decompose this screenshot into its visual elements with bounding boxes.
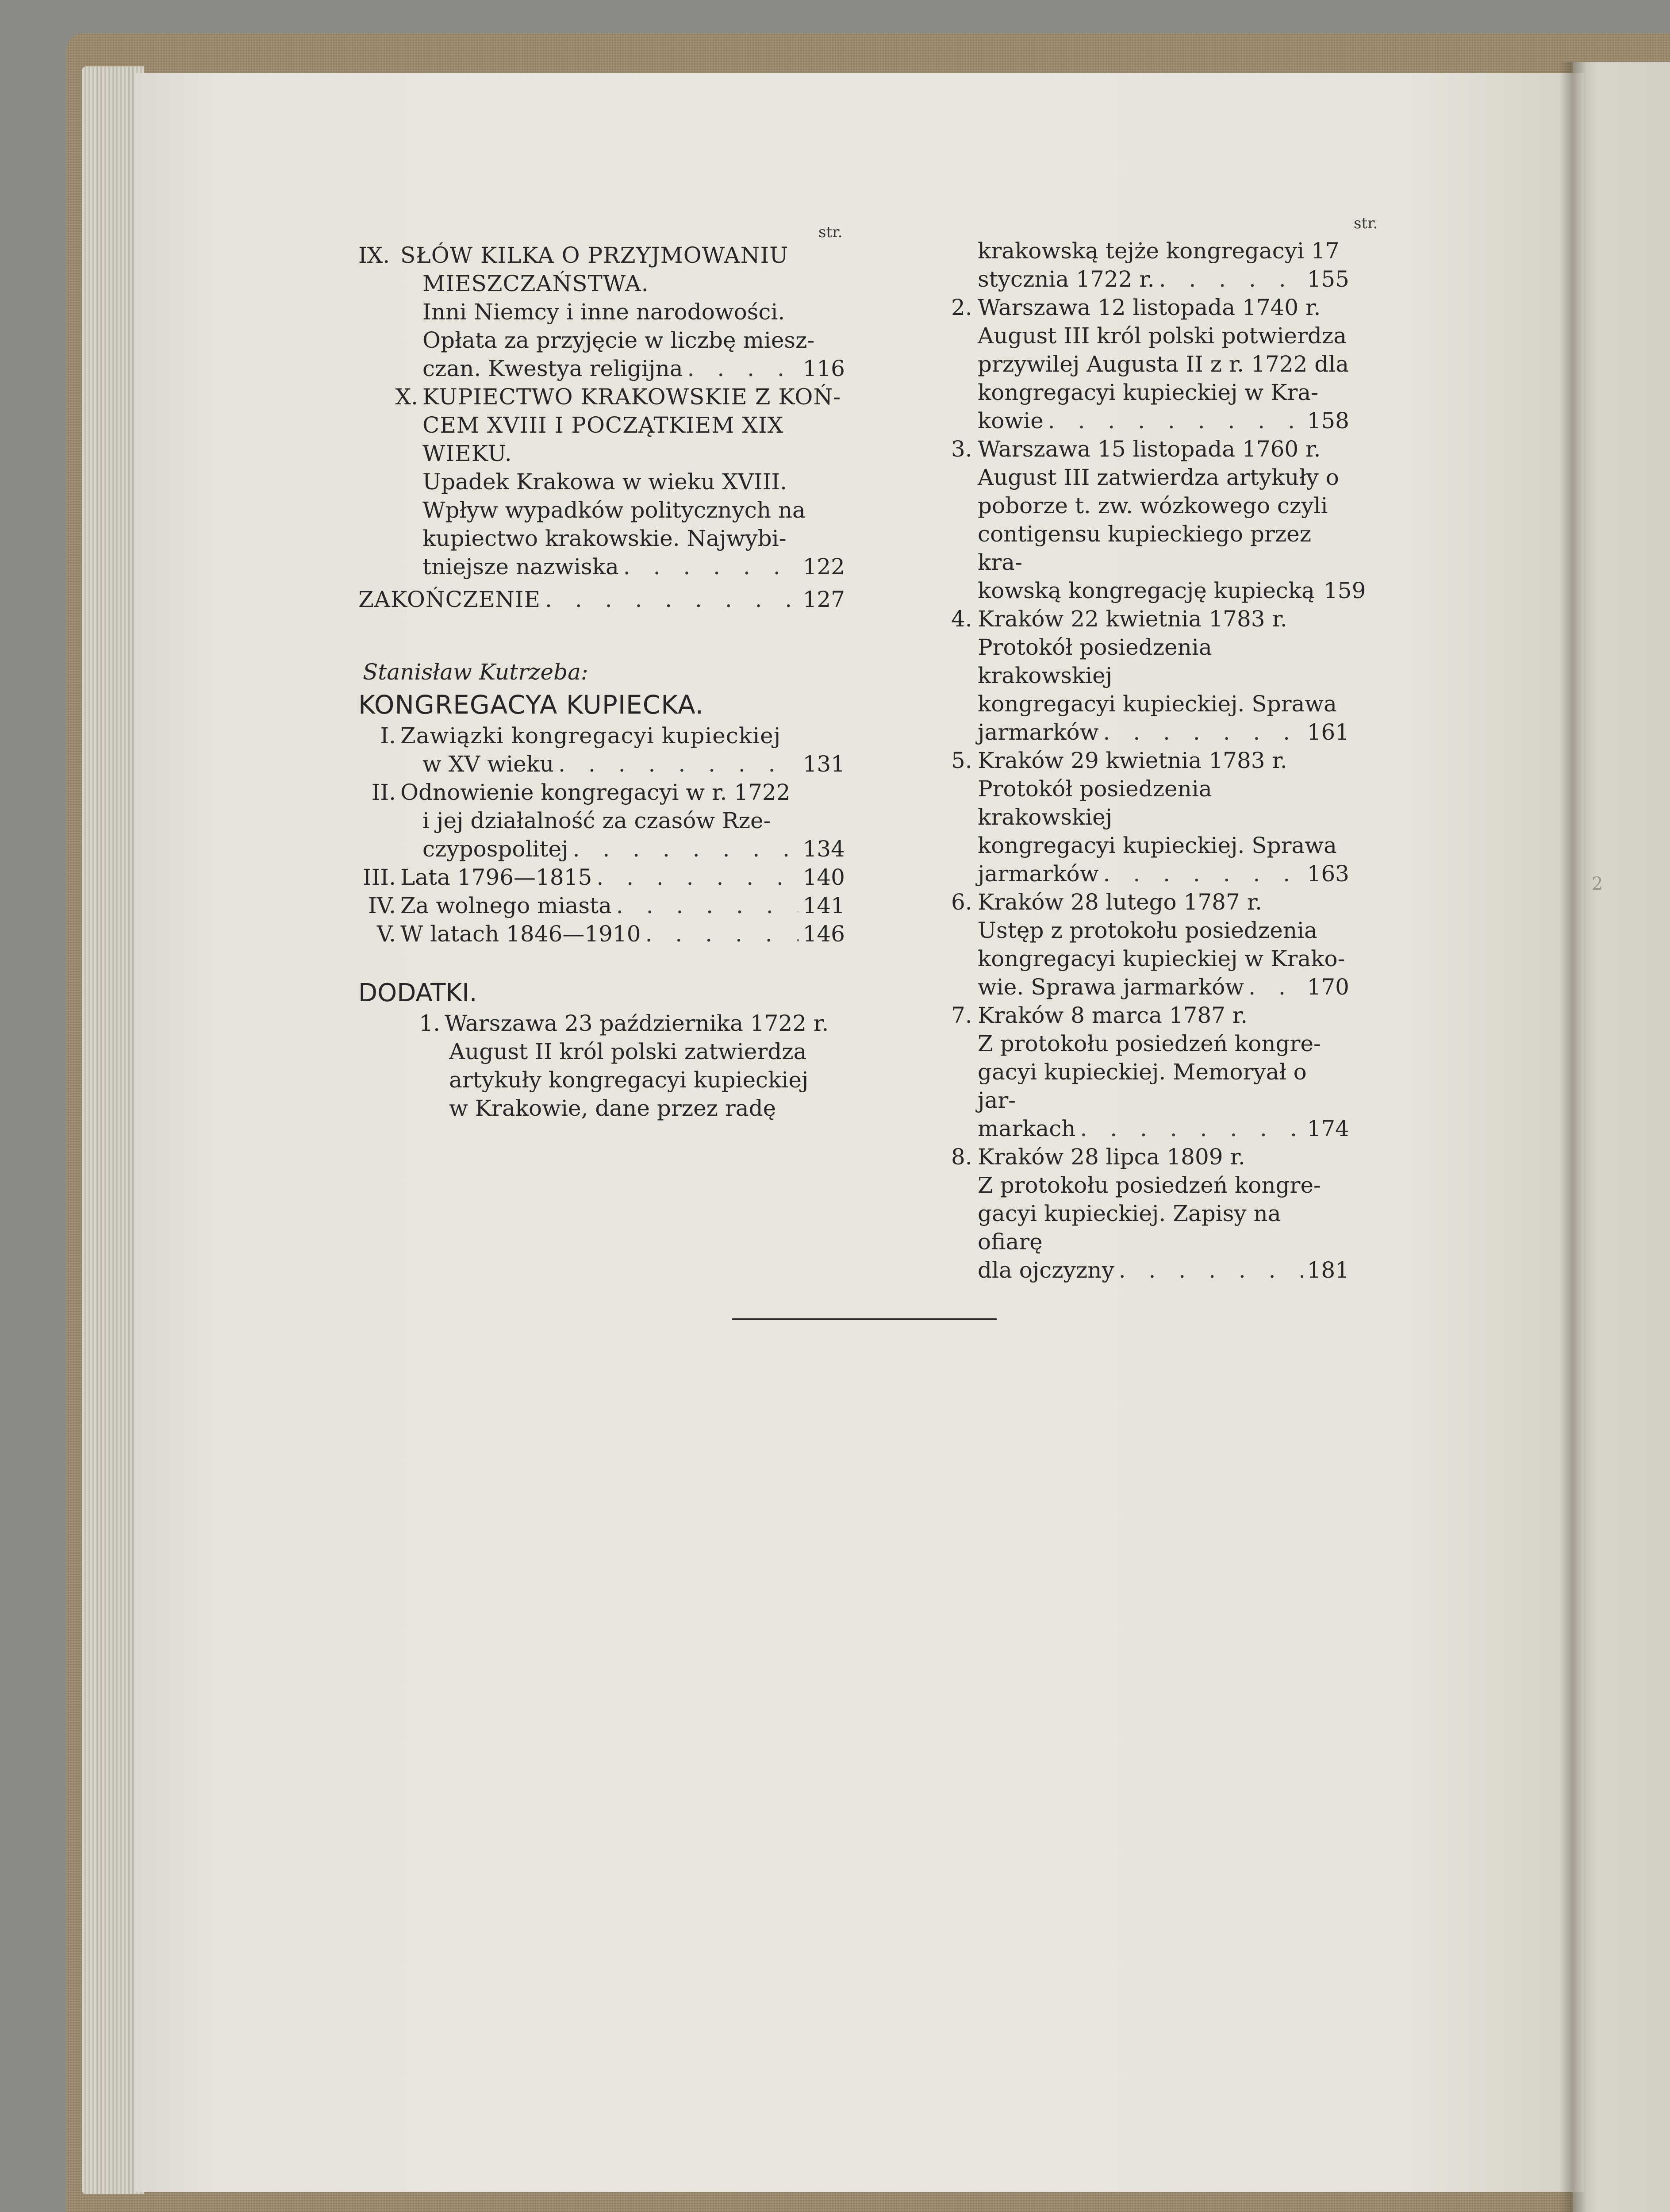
page-number: 146 bbox=[802, 921, 845, 947]
entry-title: Kraków 28 lutego 1787 r. bbox=[978, 889, 1262, 915]
entry-title: ZAKOŃCZENIE bbox=[358, 587, 541, 612]
entry-description: kowie bbox=[978, 408, 1044, 434]
entry-description: kupiectwo krakowskie. Najwybi- bbox=[422, 526, 787, 551]
appendix-3 bbox=[951, 435, 1366, 605]
page-edges bbox=[82, 66, 144, 2194]
entry-description: tniejsze nazwiska bbox=[422, 554, 619, 580]
entry-title: Warszawa 23 października 1722 r. bbox=[445, 1010, 829, 1036]
entry-description: jarmarków bbox=[978, 861, 1099, 887]
dot-leader bbox=[623, 553, 799, 581]
appendix-4 bbox=[951, 605, 1349, 746]
entry-number: 6. bbox=[951, 889, 972, 915]
dot-leader bbox=[1103, 860, 1303, 888]
page-number: 158 bbox=[1307, 408, 1349, 434]
entry-number: II. bbox=[371, 780, 396, 805]
entry-description: kongregacyi kupieckiej. Sprawa bbox=[978, 833, 1337, 858]
page-column-label: str. bbox=[818, 223, 843, 241]
toc-right-column bbox=[951, 237, 1366, 1284]
page-number: 155 bbox=[1307, 266, 1349, 292]
toc-entry-zakonczenie bbox=[358, 585, 845, 614]
entry-description: czan. Kwestya religijna bbox=[422, 356, 683, 381]
entry-description: Ustęp z protokołu posiedzenia bbox=[978, 918, 1317, 943]
appendix-2 bbox=[951, 293, 1349, 435]
entry-number: 2. bbox=[951, 295, 972, 320]
pencil-mark: 2 bbox=[1592, 874, 1603, 894]
chapter-2 bbox=[358, 778, 845, 863]
entry-number: IX. bbox=[358, 242, 390, 268]
entry-description: Upadek Krakowa w wieku XVIII. bbox=[422, 469, 787, 495]
entry-title: Odnowienie kongregacyi w r. 1722 bbox=[400, 780, 791, 805]
entry-description: Protokół posiedzenia krakowskiej bbox=[978, 776, 1212, 830]
entry-title: Warszawa 15 listopada 1760 r. bbox=[978, 436, 1321, 462]
entry-number: 8. bbox=[951, 1144, 972, 1170]
entry-title: W latach 1846—1910 bbox=[400, 921, 641, 947]
entry-title: MIESZCZAŃSTWA. bbox=[422, 271, 649, 296]
entry-number: 1. bbox=[419, 1010, 440, 1036]
entry-title: Warszawa 12 listopada 1740 r. bbox=[978, 295, 1321, 320]
dot-leader bbox=[1119, 1256, 1303, 1284]
entry-description: markach bbox=[978, 1116, 1076, 1141]
entry-description: August II król polski zatwierdza bbox=[449, 1039, 807, 1064]
entry-title: WIEKU. bbox=[422, 441, 512, 466]
page-number: 127 bbox=[802, 587, 845, 612]
page-number: 116 bbox=[802, 356, 845, 381]
entry-description: kongregacyi kupieckiej w Krako- bbox=[978, 946, 1345, 972]
facing-page bbox=[1573, 62, 1670, 2212]
entry-description: dla ojczyzny bbox=[978, 1257, 1114, 1283]
dot-leader bbox=[687, 354, 799, 383]
entry-number: IV. bbox=[368, 893, 396, 918]
entry-description: Inni Niemcy i inne narodowości. bbox=[422, 299, 785, 325]
chapter-5 bbox=[358, 920, 845, 948]
entry-number: V. bbox=[376, 921, 396, 947]
chapter-3 bbox=[358, 863, 845, 891]
entry-description: kongregacyi kupieckiej w Kra- bbox=[978, 380, 1319, 405]
entry-description: Protokół posiedzenia krakowskiej bbox=[978, 634, 1212, 688]
page-column-label: str. bbox=[1354, 215, 1378, 232]
entry-title: SŁÓW KILKA O PRZYJMOWANIU bbox=[400, 242, 789, 268]
entry-title: Kraków 29 kwietnia 1783 r. bbox=[978, 748, 1287, 773]
entry-number: 5. bbox=[951, 748, 972, 773]
end-rule bbox=[732, 1318, 997, 1320]
entry-number: III. bbox=[362, 864, 396, 890]
dot-leader bbox=[1080, 1114, 1302, 1143]
entry-description: jarmarków bbox=[978, 719, 1099, 745]
dot-leader bbox=[545, 585, 798, 614]
page-number: 134 bbox=[802, 836, 845, 862]
dot-leader bbox=[1159, 265, 1303, 293]
gutter-shadow bbox=[1559, 62, 1586, 2212]
entry-number: I. bbox=[380, 723, 396, 749]
dot-leader bbox=[1048, 407, 1303, 435]
entry-title: KUPIECTWO KRAKOWSKIE Z KOŃ- bbox=[422, 384, 841, 410]
entry-title: Kraków 28 lipca 1809 r. bbox=[978, 1144, 1245, 1170]
entry-description: artykuły kongregacyi kupieckiej bbox=[449, 1067, 809, 1093]
page-number: 140 bbox=[802, 864, 845, 890]
dot-leader bbox=[573, 835, 799, 863]
page-number: 131 bbox=[802, 751, 845, 777]
entry-description: gacyi kupieckiej. Zapisy na ofiarę bbox=[978, 1201, 1281, 1255]
appendix-5 bbox=[951, 746, 1349, 888]
toc-entry-x bbox=[358, 383, 845, 581]
entry-number: X. bbox=[395, 384, 418, 410]
dot-leader bbox=[1103, 718, 1303, 746]
entry-description: wie. Sprawa jarmarków bbox=[978, 974, 1244, 1000]
page-number: 163 bbox=[1307, 861, 1349, 887]
book-page bbox=[135, 73, 1584, 2192]
entry-description: contigensu kupieckiego przez kra- bbox=[978, 521, 1312, 575]
entry-description: kowską kongregację kupiecką bbox=[978, 578, 1315, 603]
page-number: 122 bbox=[802, 554, 845, 580]
dot-leader bbox=[1248, 973, 1302, 1001]
page-number: 170 bbox=[1307, 974, 1349, 1000]
page-number: 161 bbox=[1307, 719, 1349, 745]
appendix-heading: DODATKI. bbox=[358, 979, 477, 1007]
appendix-6 bbox=[951, 888, 1349, 1001]
entry-title: i jej działalność za czasów Rze- bbox=[422, 808, 771, 833]
entry-title: CEM XVIII I POCZĄTKIEM XIX bbox=[422, 412, 784, 438]
dot-leader bbox=[558, 750, 798, 778]
dot-leader bbox=[616, 891, 799, 920]
entry-description: stycznia 1722 r. bbox=[978, 266, 1155, 292]
chapter-1 bbox=[358, 722, 845, 778]
entry-description: Opłata za przyjęcie w liczbę miesz- bbox=[422, 327, 815, 353]
entry-description: w Krakowie, dane przez radę bbox=[449, 1095, 776, 1121]
entry-description: poborze t. zw. wózkowego czyli bbox=[978, 493, 1328, 518]
entry-description: Wpływ wypadków politycznych na bbox=[422, 497, 806, 523]
appendix-1 bbox=[358, 1009, 845, 1122]
entry-description: przywilej Augusta II z r. 1722 dla bbox=[978, 351, 1349, 377]
author-name: Stanisław Kutrzeba: bbox=[363, 659, 588, 685]
entry-title: Lata 1796—1815 bbox=[400, 864, 592, 890]
appendix-7 bbox=[951, 1001, 1349, 1143]
entry-description: Z protokołu posiedzeń kongre- bbox=[978, 1031, 1321, 1056]
page-number: 181 bbox=[1307, 1257, 1349, 1283]
entry-title: Kraków 22 kwietnia 1783 r. bbox=[978, 606, 1287, 632]
page-number: 159 bbox=[1323, 578, 1366, 603]
entry-description: gacyi kupieckiej. Memoryał o jar- bbox=[978, 1059, 1307, 1113]
entry-description: Z protokołu posiedzeń kongre- bbox=[978, 1172, 1321, 1198]
toc-left-column bbox=[358, 217, 845, 1122]
page-number: 141 bbox=[802, 893, 845, 918]
entry-title: Kraków 8 marca 1787 r. bbox=[978, 1002, 1248, 1028]
entry-description: kongregacyi kupieckiej. Sprawa bbox=[978, 691, 1337, 717]
book-title: KONGREGACYA KUPIECKA. bbox=[358, 690, 704, 720]
entry-title: czypospolitej bbox=[422, 836, 568, 862]
appendix-1-continued bbox=[951, 237, 1349, 293]
dot-leader bbox=[596, 863, 798, 891]
dot-leader bbox=[645, 920, 799, 948]
chapter-4 bbox=[358, 891, 845, 920]
entry-number: 4. bbox=[951, 606, 972, 632]
entry-description: krakowską tejże kongregacyi 17 bbox=[978, 238, 1340, 264]
entry-number: 3. bbox=[951, 436, 972, 462]
entry-number: 7. bbox=[951, 1002, 972, 1028]
entry-title: w XV wieku bbox=[422, 751, 554, 777]
appendix-8 bbox=[951, 1143, 1349, 1284]
entry-title: Za wolnego miasta bbox=[400, 893, 612, 918]
entry-title: Zawiązki kongregacyi kupieckiej bbox=[400, 723, 781, 749]
page-number: 174 bbox=[1307, 1116, 1349, 1141]
toc-entry-ix bbox=[358, 241, 845, 383]
entry-description: August III zatwierdza artykuły o bbox=[978, 465, 1339, 490]
entry-description: August III król polski potwierdza bbox=[978, 323, 1347, 349]
